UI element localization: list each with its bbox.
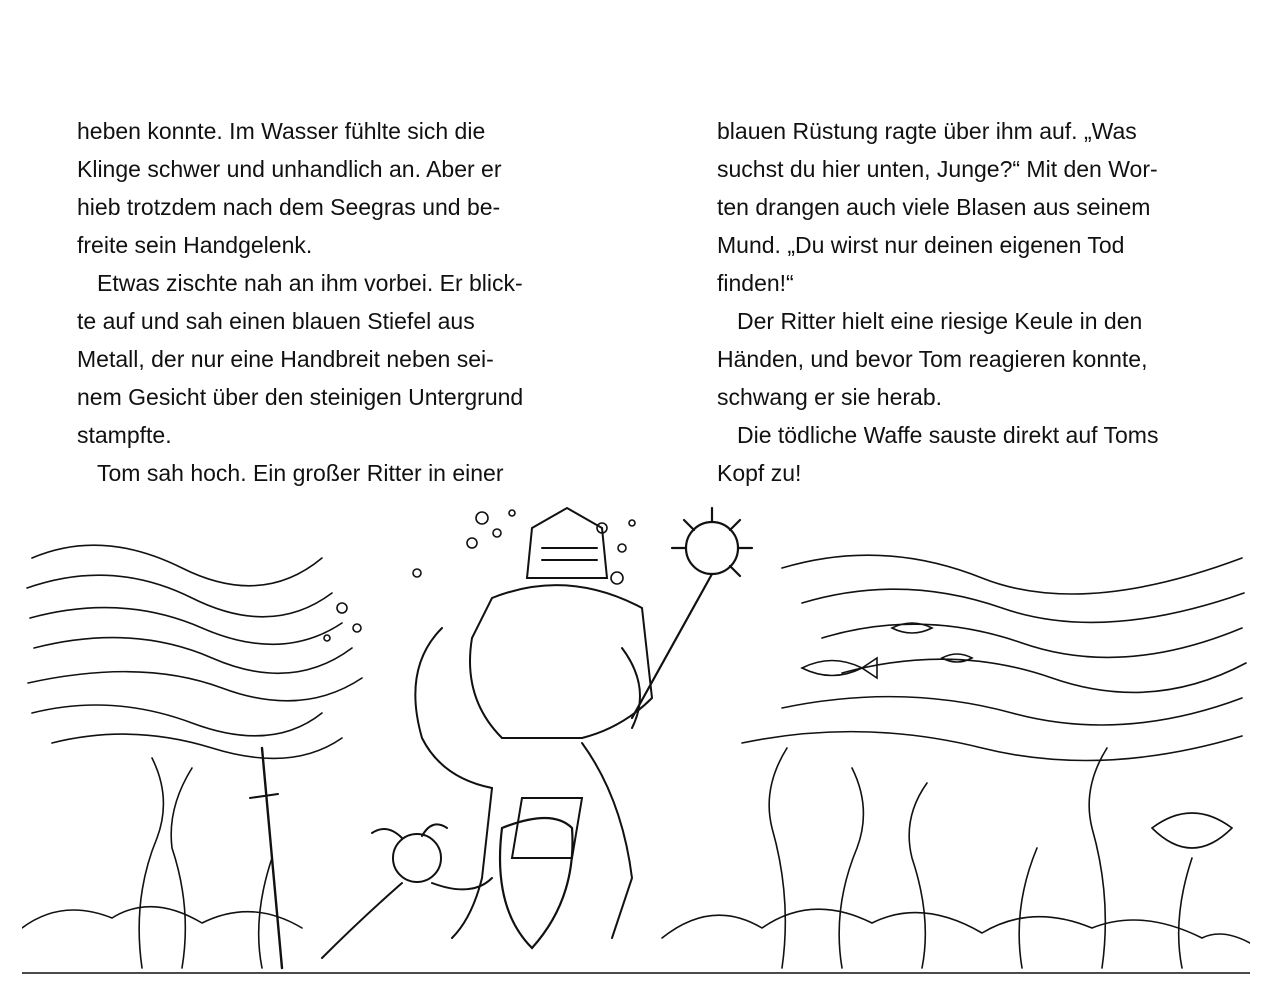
text-line: Klinge schwer und unhandlich an. Aber er [77,156,502,182]
text-line: Händen, und bevor Tom reagieren konnte, [717,346,1148,372]
text-line: finden!“ [717,270,794,296]
text-line: Mund. „Du wirst nur deinen eigenen Tod [717,232,1125,258]
fish [802,623,1232,848]
text-line: Etwas zischte nah an ihm vorbei. Er blick- [97,270,523,296]
text-line: Die tödliche Waffe sauste direkt auf Toms [737,422,1159,448]
underwater-battle-illustration [22,498,1250,976]
left-text-column [77,112,577,492]
text-line: Der Ritter hielt eine riesige Keule in den [737,308,1143,334]
text-line: Kopf zu! [717,460,802,486]
text-line: blauen Rüstung ragte über ihm auf. „Was [717,118,1137,144]
text-line: hieb trotzdem nach dem Seegras und be- [77,194,501,220]
text-line: schwang er sie herab. [717,384,943,410]
text-line: ten drangen auch viele Blasen aus seinem [717,194,1151,220]
water-current-lines-left [27,545,362,758]
text-line: stampfte. [77,422,172,448]
water-current-lines-right [742,555,1246,760]
shield [500,818,573,948]
text-line: suchst du hier unten, Junge?“ Mit den Wor- [717,156,1158,182]
text-line: freite sein Handgelenk. [77,232,313,258]
text-line: nem Gesicht über den steinigen Untergrund [77,384,524,410]
right-text-column [717,112,1217,492]
text-line: heben konnte. Im Wasser fühlte sich die [77,118,486,144]
illustration-drawing [22,498,1250,976]
text-line: Tom sah hoch. Ein großer Ritter in einer [97,460,504,486]
seabed-rocks [22,907,1250,973]
text-line: Metall, der nur eine Handbreit neben sei- [77,346,494,372]
text-line: te auf und sah einen blauen Stiefel aus [77,308,475,334]
